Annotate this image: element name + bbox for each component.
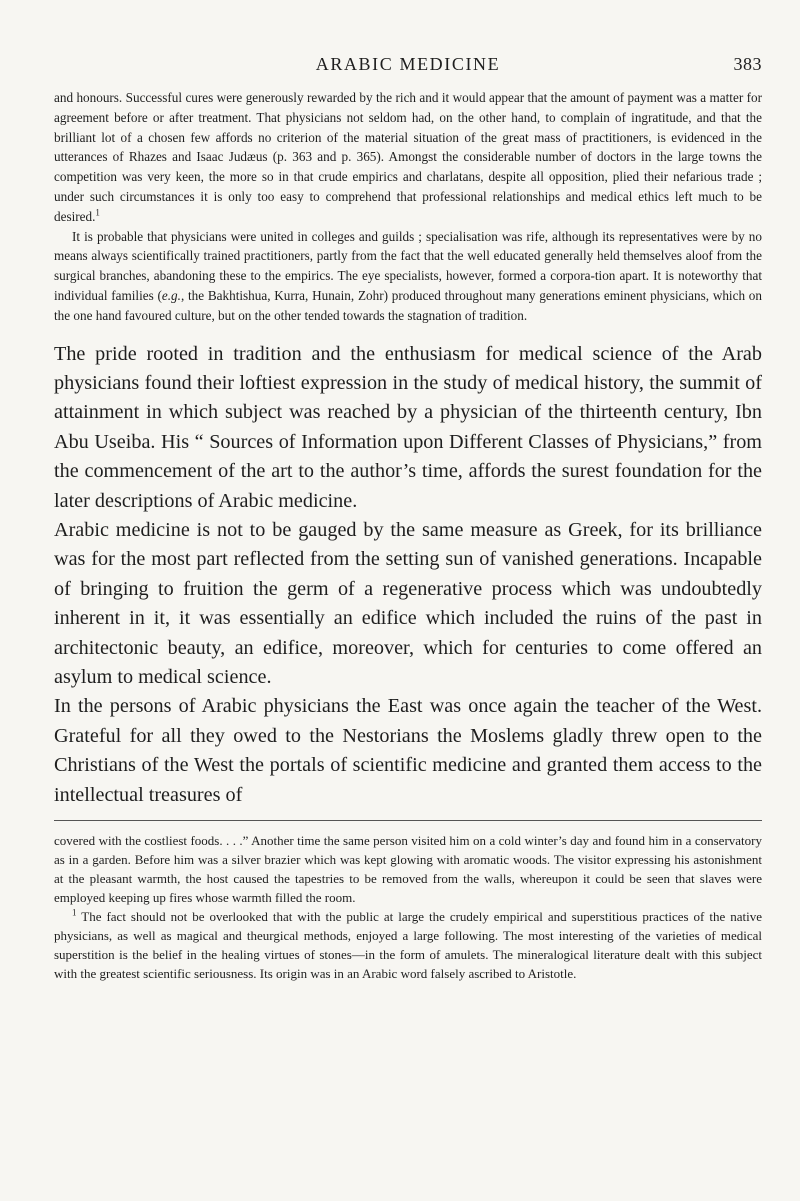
paragraph-text: and honours. Successful cures were generously rewarded by the rich and it would appear that the amount of payment was a matter for agreement before or after treatment. That physicians not seldom had, on the other hand, to complain of ingratitude, and that the brilliant lot of a chosen few affords no criterion of the material situation of the great mass of practitioners, is evidenced in the utterances of Rhazes and Isaac Judæus (p. 363 and p. 365). Amongst the considerable number of doctors in the large towns the competition was very keen, the more so in that crude empirics and charlatans, despite all opposition, plied their nefarious trade ; under such circumstances it is only too easy to comprehend that professional relationships and medical ethics left much to be desired. <box>54 90 762 224</box>
paragraph-arabic-medicine-greek: Arabic medicine is not to be gauged by the same measure as Greek, for its brilliance was for the most part reflected from the setting sun of vanished generations. Incapable of bringing to fruition the germ of a regenerative process which was undoubtedly inherent in it, it was essentially an edifice which included the ruins of the past in architectonic beauty, an edifice, moreover, which for centuries to come offered an asylum to medical science. <box>54 519 762 689</box>
small-text-block <box>54 88 762 326</box>
footnote-text: The fact should not be overlooked that with the public at large the crudely empirical and superstitious practices of the native physicians, as well as magical and theurgical methods, enjoyed a large following. The most interesting of the varieties of medical superstition is the belief in the healing virtues of stones—in the form of amulets. The mineralogical literature dealt with this subject with the greatest scientific seriousness. Its origin was in an Arabic word falsely ascribed to Aristotle. <box>54 909 762 982</box>
running-head <box>54 46 762 86</box>
paragraph-payment <box>54 88 762 227</box>
paragraph-medical-history: The pride rooted in tradition and the enthusiasm for medical science of the Arab physicians found their loftiest expression in the study of medical history, the summit of attainment in which subject was reached by a physician of the thirteenth century, Ibn Abu Useiba. His “ Sources of Information upon Different Classes of Physicians,” from the commencement of the art to the author’s time, affords the surest foundation for the later descriptions of Arabic medicine. <box>54 342 762 512</box>
footnote-reference: 1 <box>95 207 100 218</box>
paragraph-text: It is probable that physicians were united in colleges and guilds ; specialisation was rife, although its representatives were by no means always scientifically trained practitioners, partly from the fact that the well educated generally held themselves aloof from the surgical branches, abandoning these to the empirics. The eye specialists, however, formed a corpora-tion apart. It is noteworthy that individual families ( <box>54 228 762 303</box>
italic-eg: e.g. <box>161 287 181 303</box>
footnote-divider <box>54 820 762 821</box>
paragraph-east-teacher-west: In the persons of Arabic physicians the East was once again the teacher of the West. Grateful for all they owed to the Nestorians the Moslems gladly threw open to the Christians of the West the portals of scientific medicine and granted them access to the intellectual treasures of <box>54 695 762 806</box>
paragraph-text: , the Bakhtishua, Kurra, Hunain, Zohr) produced throughout many generations eminent physicians, which on the one hand favoured culture, but on the other tended towards the stagnation of tradition. <box>54 287 762 323</box>
page-number: 383 <box>733 54 762 74</box>
footnote-continuation: covered with the costliest foods. . . .” Another time the same person visited him on a cold winter’s day and found him in a conservatory as in a garden. Before him was a silver brazier which was kept glowing with aromatic woods. The visitor expressing his astonishment at the pleasant warmth, the host caused the tapestries to be removed from the walls, whereupon it could be seen that slaves were employed keeping up fires whose warmth filled the room. <box>54 833 762 906</box>
paragraph-guilds <box>54 227 762 326</box>
running-title: ARABIC MEDICINE <box>315 54 501 74</box>
book-page <box>0 46 800 1201</box>
large-text-block <box>54 340 762 811</box>
footnote-1 <box>54 907 762 983</box>
footnote-marker: 1 <box>72 907 77 918</box>
footnotes <box>54 831 762 983</box>
